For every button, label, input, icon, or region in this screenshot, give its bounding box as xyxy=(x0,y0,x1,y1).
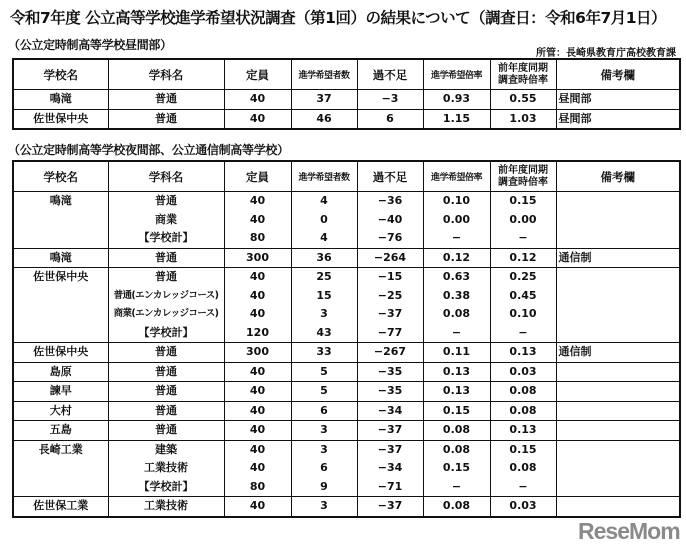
surplus-value: −267 xyxy=(373,345,407,358)
prev-ratio-value: 0.55 xyxy=(509,92,537,105)
prev-ratio-cell xyxy=(490,497,556,517)
school-cell xyxy=(13,401,108,421)
surplus-value: −71 xyxy=(377,479,403,493)
dept-value: 普通 xyxy=(155,111,177,125)
column-header: 進学希望倍率 xyxy=(423,59,490,90)
table-row xyxy=(13,497,680,517)
capacity-cell xyxy=(224,248,291,268)
school-cell xyxy=(13,382,108,402)
surplus-cell xyxy=(357,440,423,497)
capacity-cell xyxy=(224,192,291,249)
ratio-value: 0.10 xyxy=(442,194,471,207)
dept-cell xyxy=(108,382,224,402)
capacity-cell xyxy=(224,497,291,517)
surplus-value: −37 xyxy=(377,442,403,456)
applicants-value: 0 xyxy=(320,212,328,226)
note-value xyxy=(559,192,680,211)
surplus-cell xyxy=(357,109,423,129)
prev-ratio-value: 0.00 xyxy=(509,212,537,226)
prev-ratio-cell xyxy=(490,192,556,249)
note-cell xyxy=(556,343,680,363)
prev-ratio-cell xyxy=(490,401,556,421)
section2-label: （公立定時制高等学校夜間部、公立通信制高等学校） xyxy=(8,143,289,157)
capacity-value: 40 xyxy=(249,194,266,207)
ratio-cell xyxy=(423,248,490,268)
school-name: 佐世保中央 xyxy=(33,270,89,283)
prev-ratio-cell xyxy=(490,362,556,382)
ratio-cell xyxy=(423,401,490,421)
note-value xyxy=(559,382,680,401)
ratio-cell xyxy=(423,109,490,129)
capacity-value: 40 xyxy=(249,270,266,283)
capacity-cell xyxy=(224,382,291,402)
surplus-cell xyxy=(357,362,423,382)
prev-ratio-cell xyxy=(490,382,556,402)
column-header: 学校名 xyxy=(13,59,108,90)
ratio-value: − xyxy=(451,231,462,244)
surplus-cell xyxy=(357,421,423,441)
applicants-value: 3 xyxy=(320,499,328,512)
capacity-value: 40 xyxy=(249,288,266,302)
applicants-value: 37 xyxy=(316,92,332,105)
surplus-value: −37 xyxy=(377,499,403,512)
note-cell xyxy=(556,362,680,382)
applicants-cell xyxy=(291,268,357,343)
school-cell xyxy=(13,421,108,441)
capacity-cell xyxy=(224,268,291,343)
dept-value: 工業技術 xyxy=(144,461,188,474)
note-cell xyxy=(556,497,680,517)
school-name: 諫早 xyxy=(49,384,72,397)
dept-cell xyxy=(108,401,224,421)
prev-ratio-value: 0.08 xyxy=(509,384,537,397)
dept-value: 建築 xyxy=(155,442,177,456)
capacity-value: 40 xyxy=(249,307,266,320)
column-header: 学科名 xyxy=(108,59,224,90)
table-row xyxy=(13,192,680,249)
surplus-value: −77 xyxy=(377,325,403,339)
applicants-value: 6 xyxy=(320,461,328,474)
applicants-value: 3 xyxy=(320,307,328,320)
note-value xyxy=(559,363,680,382)
dept-value: 商業(エンカレッジコース) xyxy=(113,308,219,319)
applicants-value: 5 xyxy=(320,364,328,378)
school-name: 鳴滝 xyxy=(49,250,72,264)
surplus-cell xyxy=(357,343,423,363)
prev-ratio-cell xyxy=(490,343,556,363)
ratio-cell xyxy=(423,90,490,110)
surplus-value: −36 xyxy=(377,194,403,207)
prev-ratio-value: − xyxy=(518,231,528,244)
column-header: 定員 xyxy=(224,161,291,192)
applicants-value: 3 xyxy=(320,442,328,456)
ratio-value: 0.00 xyxy=(442,212,471,226)
prev-ratio-value: 0.13 xyxy=(509,345,537,358)
dept-value: 商業 xyxy=(155,212,177,226)
applicants-cell xyxy=(291,362,357,382)
ratio-value: 0.38 xyxy=(442,288,471,302)
applicants-cell xyxy=(291,90,357,110)
capacity-value: 40 xyxy=(249,212,266,226)
header-line: 前年度同期 xyxy=(498,164,548,176)
prev-ratio-value: 0.12 xyxy=(509,250,537,264)
ratio-value: 0.08 xyxy=(442,442,471,456)
column-header: 進学希望倍率 xyxy=(423,161,490,192)
school-name: 島原 xyxy=(49,364,72,378)
dept-cell xyxy=(108,343,224,363)
prev-ratio-cell xyxy=(490,248,556,268)
column-header: 定員 xyxy=(224,59,291,90)
section1-label: （公立定時制高等学校昼間部） xyxy=(8,38,172,52)
surplus-cell xyxy=(357,497,423,517)
prev-ratio-cell xyxy=(490,109,556,129)
capacity-value: 300 xyxy=(246,345,269,358)
dept-value: 【学校計】 xyxy=(138,479,194,493)
dept-cell xyxy=(108,248,224,268)
capacity-value: 80 xyxy=(249,231,266,244)
dept-value: 普通 xyxy=(155,423,177,436)
surplus-cell xyxy=(357,401,423,421)
column-header: 備考欄 xyxy=(556,59,680,90)
surplus-value: −264 xyxy=(373,250,407,264)
resemom-logo: ReseMom xyxy=(578,518,680,544)
capacity-cell xyxy=(224,401,291,421)
dept-value: 普通 xyxy=(155,403,177,417)
applicants-value: 46 xyxy=(316,111,332,125)
column-header: 備考欄 xyxy=(556,161,680,192)
note-value xyxy=(559,268,680,287)
capacity-cell xyxy=(224,343,291,363)
capacity-value: 40 xyxy=(249,442,266,456)
note-cell xyxy=(556,90,680,110)
surplus-value: −37 xyxy=(377,307,403,320)
dept-value: 普通 xyxy=(155,194,177,207)
table-row xyxy=(13,343,680,363)
capacity-cell xyxy=(224,90,291,110)
dept-cell xyxy=(108,497,224,517)
daytime-table xyxy=(12,58,681,130)
capacity-value: 40 xyxy=(249,384,266,397)
school-cell xyxy=(13,362,108,382)
column-header: 学科名 xyxy=(108,161,224,192)
prev-ratio-value: 0.15 xyxy=(509,194,537,207)
note-value: 昼間部 xyxy=(558,92,592,105)
school-cell xyxy=(13,343,108,363)
header-row xyxy=(13,59,680,90)
applicants-value: 3 xyxy=(320,423,328,436)
dept-value: 【学校計】 xyxy=(138,325,194,339)
ratio-value: 0.08 xyxy=(442,499,471,512)
note-value: 昼間部 xyxy=(558,111,592,125)
capacity-value: 40 xyxy=(249,461,266,474)
table-row xyxy=(13,421,680,441)
page-title: 令和7年度 公立高等学校進学希望状況調査（第1回）の結果について（調査日：令和6年7月1日） xyxy=(10,9,667,27)
note-value xyxy=(559,441,680,460)
ratio-cell xyxy=(423,421,490,441)
school-cell xyxy=(13,248,108,268)
surplus-cell xyxy=(357,268,423,343)
school-cell xyxy=(13,440,108,497)
surplus-value: −34 xyxy=(377,461,403,474)
note-value xyxy=(559,497,680,516)
dept-cell xyxy=(108,268,224,343)
note-value: 通信制 xyxy=(558,345,592,358)
applicants-cell xyxy=(291,109,357,129)
column-header: 過不足 xyxy=(357,59,423,90)
applicants-cell xyxy=(291,248,357,268)
prev-ratio-value: 0.15 xyxy=(509,442,537,456)
note-value xyxy=(559,402,680,421)
school-name: 五島 xyxy=(49,423,72,436)
school-cell xyxy=(13,497,108,517)
ratio-cell xyxy=(423,362,490,382)
capacity-value: 300 xyxy=(246,250,269,264)
prev-ratio-cell xyxy=(490,90,556,110)
note-cell xyxy=(556,109,680,129)
applicants-cell xyxy=(291,401,357,421)
dept-cell xyxy=(108,90,224,110)
capacity-value: 40 xyxy=(249,403,266,417)
applicants-cell xyxy=(291,440,357,497)
prev-ratio-value: 0.08 xyxy=(509,403,537,417)
capacity-value: 40 xyxy=(249,499,266,512)
dept-value: 普通(エンカレッジコース) xyxy=(113,289,219,301)
applicants-value: 25 xyxy=(316,270,332,283)
school-name: 鳴滝 xyxy=(49,194,72,207)
surplus-cell xyxy=(357,90,423,110)
surplus-value: −37 xyxy=(377,423,403,436)
ratio-cell xyxy=(423,268,490,343)
note-value: 通信制 xyxy=(558,250,592,264)
ratio-value: 0.11 xyxy=(442,345,471,358)
ratio-value: − xyxy=(451,479,462,493)
prev-ratio-value: 0.25 xyxy=(509,270,537,283)
applicants-cell xyxy=(291,421,357,441)
prev-ratio-value: 0.10 xyxy=(509,307,537,320)
applicants-value: 4 xyxy=(320,194,328,207)
prev-ratio-value: 0.03 xyxy=(509,499,537,512)
note-cell xyxy=(556,382,680,402)
applicants-cell xyxy=(291,497,357,517)
capacity-value: 120 xyxy=(246,325,269,339)
dept-cell xyxy=(108,421,224,441)
capacity-value: 40 xyxy=(249,364,266,378)
ratio-value: 0.08 xyxy=(442,423,471,436)
note-cell xyxy=(556,440,680,497)
dept-value: 普通 xyxy=(155,92,177,105)
surplus-cell xyxy=(357,248,423,268)
column-header: 過不足 xyxy=(357,161,423,192)
dept-value: 普通 xyxy=(155,384,177,397)
table-row xyxy=(13,401,680,421)
school-name: 佐世保中央 xyxy=(33,111,89,125)
ratio-value: 0.15 xyxy=(442,403,471,417)
prev-ratio-value: 0.45 xyxy=(509,288,537,302)
dept-value: 普通 xyxy=(155,250,177,264)
applicants-cell xyxy=(291,192,357,249)
dept-value: 【学校計】 xyxy=(138,231,194,244)
ratio-value: 0.13 xyxy=(442,364,471,378)
applicants-cell xyxy=(291,382,357,402)
ratio-cell xyxy=(423,382,490,402)
dept-value: 普通 xyxy=(155,270,177,283)
surplus-value: −76 xyxy=(377,231,403,244)
surplus-value: −34 xyxy=(377,403,403,417)
prev-ratio-value: − xyxy=(518,325,528,339)
ratio-value: 0.13 xyxy=(442,384,471,397)
dept-value: 普通 xyxy=(155,364,177,378)
applicants-value: 33 xyxy=(316,345,332,358)
header-line: 調査時倍率 xyxy=(498,176,548,188)
ratio-value: − xyxy=(451,325,462,339)
note-cell xyxy=(556,401,680,421)
table-row xyxy=(13,362,680,382)
applicants-value: 36 xyxy=(316,250,332,264)
applicants-value: 43 xyxy=(316,325,332,339)
column-header xyxy=(490,59,556,90)
table-row xyxy=(13,382,680,402)
ratio-value: 0.12 xyxy=(442,250,471,264)
ratio-value: 0.15 xyxy=(442,461,471,474)
capacity-value: 40 xyxy=(249,111,266,125)
surplus-value: −25 xyxy=(377,288,403,302)
column-header: 進学希望者数 xyxy=(291,161,357,192)
prev-ratio-value: − xyxy=(518,479,528,493)
surplus-value: −35 xyxy=(377,384,403,397)
school-name: 鳴滝 xyxy=(49,92,72,105)
surplus-cell xyxy=(357,192,423,249)
school-name: 佐世保中央 xyxy=(33,345,89,358)
surplus-value: −35 xyxy=(377,364,403,378)
capacity-cell xyxy=(224,362,291,382)
note-cell xyxy=(556,248,680,268)
school-cell xyxy=(13,192,108,249)
header-row xyxy=(13,161,680,192)
note-value xyxy=(559,421,680,440)
school-name: 佐世保工業 xyxy=(33,499,89,512)
capacity-cell xyxy=(224,440,291,497)
ratio-value: 0.08 xyxy=(442,307,471,320)
applicants-cell xyxy=(291,343,357,363)
ratio-value: 1.15 xyxy=(442,111,471,125)
surplus-value: 6 xyxy=(386,111,394,125)
ratio-cell xyxy=(423,497,490,517)
surplus-value: −40 xyxy=(377,212,403,226)
capacity-cell xyxy=(224,421,291,441)
table-row xyxy=(13,440,680,497)
dept-cell xyxy=(108,362,224,382)
school-cell xyxy=(13,268,108,343)
ratio-value: 0.93 xyxy=(442,92,471,105)
table-row xyxy=(13,268,680,343)
table-row xyxy=(13,248,680,268)
applicants-value: 6 xyxy=(320,403,328,417)
ratio-cell xyxy=(423,192,490,249)
dept-value: 普通 xyxy=(155,345,177,358)
prev-ratio-cell xyxy=(490,421,556,441)
column-header: 進学希望者数 xyxy=(291,59,357,90)
dept-cell xyxy=(108,192,224,249)
note-cell xyxy=(556,192,680,249)
prev-ratio-value: 0.08 xyxy=(509,461,537,474)
dept-cell xyxy=(108,109,224,129)
school-cell xyxy=(13,109,108,129)
ratio-value: 0.63 xyxy=(442,270,471,283)
school-name: 大村 xyxy=(49,403,72,417)
surplus-value: −3 xyxy=(381,92,399,105)
prev-ratio-cell xyxy=(490,268,556,343)
applicants-value: 15 xyxy=(316,288,332,302)
note-cell xyxy=(556,421,680,441)
prev-ratio-value: 1.03 xyxy=(509,111,537,125)
applicants-value: 9 xyxy=(320,479,328,493)
school-name: 長崎工業 xyxy=(38,442,83,456)
applicants-value: 4 xyxy=(320,231,328,244)
prev-ratio-value: 0.03 xyxy=(509,364,537,378)
dept-cell xyxy=(108,440,224,497)
dept-value: 工業技術 xyxy=(144,499,188,512)
surplus-value: −15 xyxy=(377,270,403,283)
capacity-cell xyxy=(224,109,291,129)
ratio-cell xyxy=(423,440,490,497)
night-correspondence-table xyxy=(12,160,681,518)
capacity-value: 40 xyxy=(249,92,266,105)
column-header: 学校名 xyxy=(13,161,108,192)
note-cell xyxy=(556,268,680,343)
surplus-cell xyxy=(357,382,423,402)
capacity-value: 40 xyxy=(249,423,266,436)
table-row xyxy=(13,90,680,110)
table-row xyxy=(13,109,680,129)
prev-ratio-cell xyxy=(490,440,556,497)
ratio-cell xyxy=(423,343,490,363)
school-cell xyxy=(13,90,108,110)
capacity-value: 80 xyxy=(249,479,266,493)
department-label: 所管：長崎県教育庁高校教育課 xyxy=(536,48,676,59)
header-line: 調査時倍率 xyxy=(498,74,548,86)
header-line: 前年度同期 xyxy=(498,62,548,74)
applicants-value: 5 xyxy=(320,384,328,397)
column-header xyxy=(490,161,556,192)
prev-ratio-value: 0.13 xyxy=(509,423,537,436)
